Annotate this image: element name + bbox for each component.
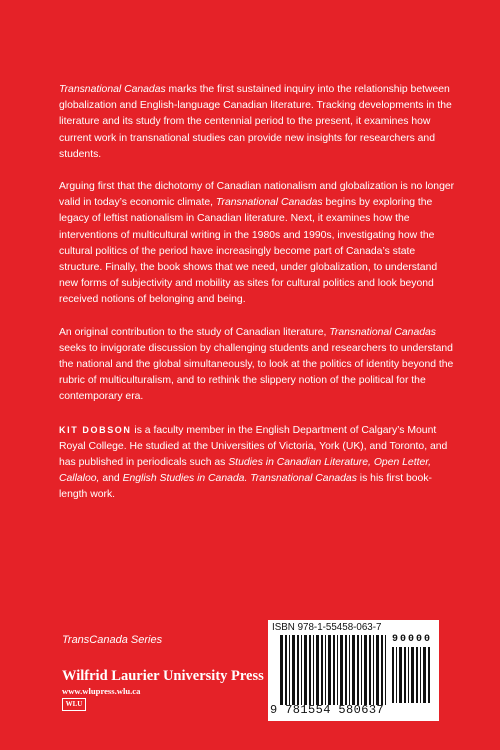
barcode-bar <box>399 647 402 703</box>
back-cover-blurb <box>59 82 455 520</box>
publisher-name: Wilfrid Laurier University Press <box>62 668 264 684</box>
barcode-bar <box>289 635 290 705</box>
price-code: 90000 <box>392 634 433 645</box>
barcode-bar <box>301 635 302 705</box>
barcode-bar <box>352 635 355 705</box>
barcode-bar <box>325 635 326 705</box>
book-title: Transnational Canadas <box>329 326 436 338</box>
barcode-bar <box>404 647 406 703</box>
bio-text: is a faculty member in the English Department of Calgary’s Mount Royal College. He studied at the Universities of Victoria, York (UK), and Toronto, and has published in periodicals such as <box>59 424 448 469</box>
journal-name: Studies in Canadian Literature, <box>228 457 371 469</box>
barcode-bar <box>373 635 374 705</box>
barcode-bar <box>349 635 350 705</box>
barcode-bar <box>292 635 295 705</box>
barcode-bar <box>309 635 311 705</box>
barcode-bar <box>411 647 414 703</box>
journal-name: Callaloo, <box>59 473 100 485</box>
barcode-bar <box>420 647 421 703</box>
barcode-bar <box>280 635 283 705</box>
barcode-bar <box>340 635 343 705</box>
barcode-bar <box>285 635 287 705</box>
barcode-digits: 9 781554 580637 <box>270 703 385 717</box>
addon-barcode-bars <box>392 647 434 703</box>
barcode-bar <box>392 647 394 703</box>
author-bio <box>59 422 455 504</box>
bio-text: is his first book-length work. <box>59 473 432 501</box>
barcode-bar <box>313 635 314 705</box>
journal-name: Open Letter, <box>373 457 432 469</box>
blurb-paragraph-3 <box>59 325 455 406</box>
barcode-bar <box>396 647 397 703</box>
isbn-label: ISBN 978-1-55458-063-7 <box>272 622 382 633</box>
barcode-bar <box>364 635 367 705</box>
barcode-bar <box>333 635 335 705</box>
journal-name: English Studies in Canada. <box>122 473 248 485</box>
barcode-bar <box>345 635 347 705</box>
barcode-bars <box>280 635 388 705</box>
blurb-text: begins by exploring the legacy of leftist nationalism in Canadian literature. Next, it examines how the interventions of multicultural writing in the 1980s and 1990s, investigating how the cultural politics of the period have increasingly become part of Canada’s state structure. Finally, the book shows that we need, under globalization, to understand new forms of subjectivity and mobility as sites for cultural politics and look beyond received notions of belonging and being. <box>59 197 438 306</box>
book-title: Transnational Canadas <box>250 473 357 485</box>
barcode-bar <box>321 635 323 705</box>
barcode-bar <box>337 635 338 705</box>
series-name: TransCanada Series <box>62 634 163 646</box>
blurb-text: An original contribution to the study of Canadian literature, <box>59 326 330 338</box>
barcode-bar <box>428 647 430 703</box>
barcode-bar <box>376 635 379 705</box>
blurb-text: Arguing first that the dichotomy of Canadian nationalism and globalization is no longer valid in today’s economic climate, <box>59 181 455 209</box>
publisher-logo: WLU <box>62 698 86 711</box>
barcode-bar <box>316 635 319 705</box>
blurb-paragraph-2 <box>59 179 455 309</box>
bio-text: and <box>99 473 123 485</box>
book-title: Transnational Canadas <box>215 197 323 209</box>
barcode-box <box>268 620 439 721</box>
barcode-bar <box>416 647 418 703</box>
blurb-paragraph-1 <box>59 82 455 163</box>
blurb-text: marks the first sustained inquiry into the relationship between globalization and English-language Canadian literature. Tracking developments in the literature and its study from the centennial period to the present, it examines how current work in transnational studies can provide new insights for researchers and students. <box>59 84 452 160</box>
barcode-bar <box>381 635 383 705</box>
book-title: Transnational Canadas <box>59 84 166 95</box>
barcode-bar <box>423 647 426 703</box>
barcode-bar <box>297 635 299 705</box>
barcode-bar <box>369 635 371 705</box>
barcode-bar <box>304 635 307 705</box>
barcode-bar <box>328 635 331 705</box>
barcode-bar <box>385 635 386 705</box>
barcode-bar <box>408 647 409 703</box>
blurb-text: seeks to invigorate discussion by challenging students and researchers to understand the national and the global simultaneously, to look at the politics of identity beyond the rubric of multiculturalism, and to rethink the slippery notion of the political for the contemporary era. <box>59 342 454 403</box>
barcode-bar <box>357 635 359 705</box>
barcode-bar <box>361 635 362 705</box>
publisher-url: www.wlupress.wlu.ca <box>62 686 141 696</box>
author-name: KIT DOBSON <box>59 424 132 435</box>
